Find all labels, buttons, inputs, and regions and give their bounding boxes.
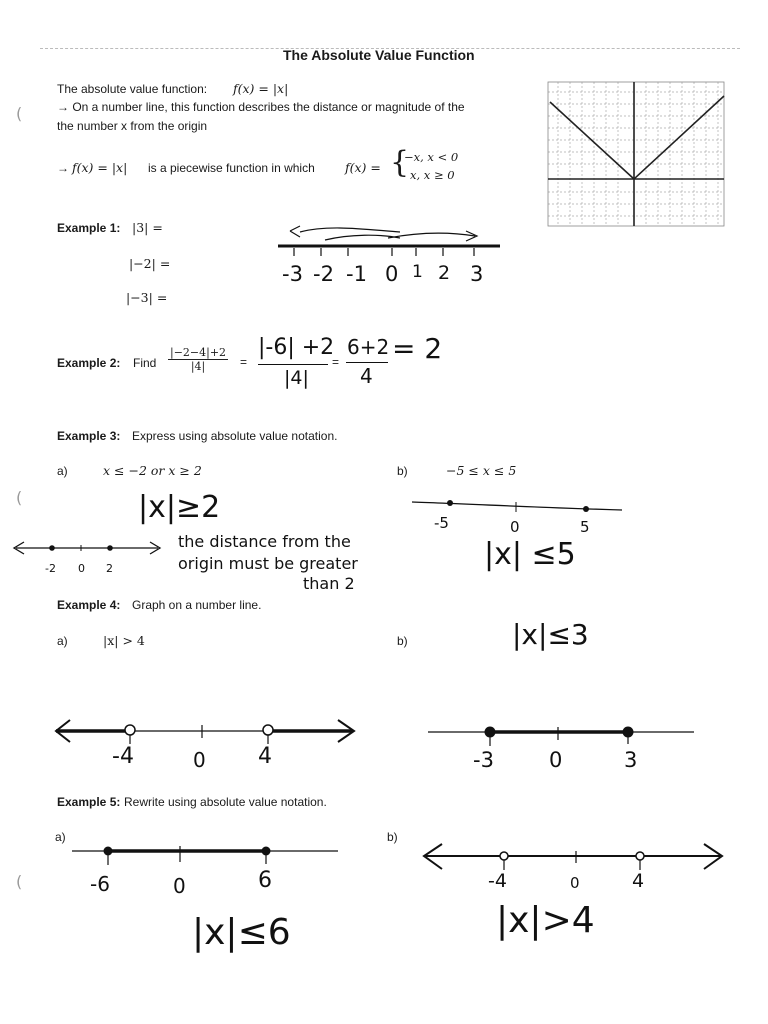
- piecewise-case2: x, x ≥ 0: [410, 168, 455, 182]
- example4-a-label: a): [57, 634, 68, 648]
- example1-tick-neg3: -3: [282, 262, 303, 286]
- example1-tick-1: 1: [412, 262, 423, 282]
- piecewise-case1: −x, x < 0: [404, 150, 459, 164]
- piecewise-arrow: →: [57, 161, 69, 175]
- example5-label: Example 5:: [57, 795, 121, 809]
- example2-step2-den: 4: [360, 364, 373, 388]
- example3-b-tick-5: 5: [580, 518, 590, 536]
- example5-b-label: b): [387, 830, 398, 844]
- example4-a-number-line: [52, 716, 362, 750]
- example5-a-tick-neg6: -6: [90, 872, 110, 896]
- example2-step2-bar: [346, 362, 388, 363]
- example2-fraction: [168, 346, 228, 373]
- example3-b-answer: |x| ≤5: [484, 537, 576, 572]
- example2-equals: =: [240, 355, 248, 369]
- example3-a-note2: origin must be greater: [178, 554, 358, 573]
- example2-equals-2: =: [332, 355, 340, 369]
- example1-q1: |3| =: [132, 220, 163, 235]
- example4-a-expr: |x| > 4: [103, 633, 145, 648]
- example5-a-answer: |x|≤6: [192, 912, 291, 953]
- example4-a-tick-4: 4: [258, 744, 272, 769]
- intro-line2: → On a number line, this function describes the distance or magnitude of the: [57, 100, 465, 114]
- example3-b-expr: −5 ≤ x ≤ 5: [446, 463, 517, 478]
- example3-a-number-line: [8, 536, 168, 560]
- example5-text: Rewrite using absolute value notation.: [124, 795, 327, 809]
- example2-find: Find: [133, 356, 157, 370]
- abs-value-graph: [548, 82, 724, 226]
- example5-b-tick-0: 0: [570, 874, 580, 892]
- example1-tick-0: 0: [385, 262, 399, 286]
- example3-a-note1: the distance from the: [178, 532, 351, 551]
- example1-tick-2: 2: [438, 262, 451, 284]
- example2-step2-num: 6+2: [347, 335, 390, 359]
- example4-b-tick-neg3: -3: [473, 748, 494, 772]
- example4-a-tick-neg4: -4: [112, 744, 134, 769]
- example4-label: Example 4:: [57, 598, 121, 612]
- example1-q2: |−2| =: [129, 256, 171, 271]
- example1-label: Example 1:: [57, 221, 121, 235]
- example4-b-expr: |x|≤3: [512, 618, 589, 651]
- example3-a-tick-neg2: -2: [45, 562, 56, 575]
- punch-hole-middle: (: [16, 488, 23, 507]
- piecewise-def: f(x) =: [345, 160, 381, 175]
- example3-b-label: b): [397, 464, 408, 478]
- example3-a-answer: |x|≥2: [138, 490, 221, 525]
- example2-step1-den: |4|: [284, 367, 309, 389]
- example2-denominator: |4|: [190, 360, 206, 373]
- example5-a-label: a): [55, 830, 66, 844]
- example5-b-tick-neg4: -4: [488, 870, 507, 892]
- example4-b-tick-0: 0: [549, 748, 563, 772]
- example5-b-tick-4: 4: [632, 870, 645, 892]
- intro-line1-label: The absolute value function:: [57, 82, 208, 96]
- example3-a-label: a): [57, 464, 68, 478]
- example5-b-answer: |x|>4: [496, 900, 595, 941]
- punch-hole-top: (: [16, 104, 23, 123]
- example4-a-tick-0: 0: [193, 748, 206, 772]
- example2-step1-bar: [258, 364, 328, 365]
- example4-b-label: b): [397, 634, 408, 648]
- example3-a-tick-0: 0: [78, 562, 85, 575]
- example5-a-number-line: [70, 840, 340, 870]
- page-title: The Absolute Value Function: [283, 47, 475, 63]
- example1-tick-neg1: -1: [346, 262, 367, 286]
- piecewise-text: is a piecewise function in which: [148, 161, 315, 175]
- example3-label: Example 3:: [57, 429, 121, 443]
- punch-hole-bottom: (: [16, 872, 23, 891]
- piecewise-lhs: f(x) = |x|: [72, 160, 128, 175]
- example4-b-number-line: [426, 720, 698, 750]
- example5-a-tick-0: 0: [173, 874, 186, 898]
- example3-text: Express using absolute value notation.: [132, 429, 338, 443]
- piecewise-brace: {: [390, 145, 410, 180]
- example2-step1-num: |-6| +2: [258, 335, 335, 360]
- example2-result: = 2: [392, 332, 443, 365]
- example3-b-tick-0: 0: [510, 518, 520, 536]
- example3-a-tick-2: 2: [106, 562, 113, 575]
- example1-tick-3: 3: [470, 262, 484, 286]
- example4-b-tick-3: 3: [624, 748, 638, 772]
- intro-line1-math: f(x) = |x|: [233, 81, 289, 96]
- example5-a-tick-6: 6: [258, 868, 272, 893]
- example3-a-expr: x ≤ −2 or x ≥ 2: [103, 463, 202, 478]
- example1-q3: |−3| =: [126, 290, 168, 305]
- example5-b-number-line: [420, 842, 726, 874]
- example4-text: Graph on a number line.: [132, 598, 262, 612]
- example3-a-note3: than 2: [303, 574, 355, 593]
- example2-numerator: |−2−4|+2: [170, 346, 227, 359]
- example1-tick-neg2: -2: [313, 262, 334, 286]
- example3-b-tick-neg5: -5: [434, 514, 449, 532]
- intro-line3: the number x from the origin: [57, 119, 208, 133]
- example2-label: Example 2:: [57, 356, 121, 370]
